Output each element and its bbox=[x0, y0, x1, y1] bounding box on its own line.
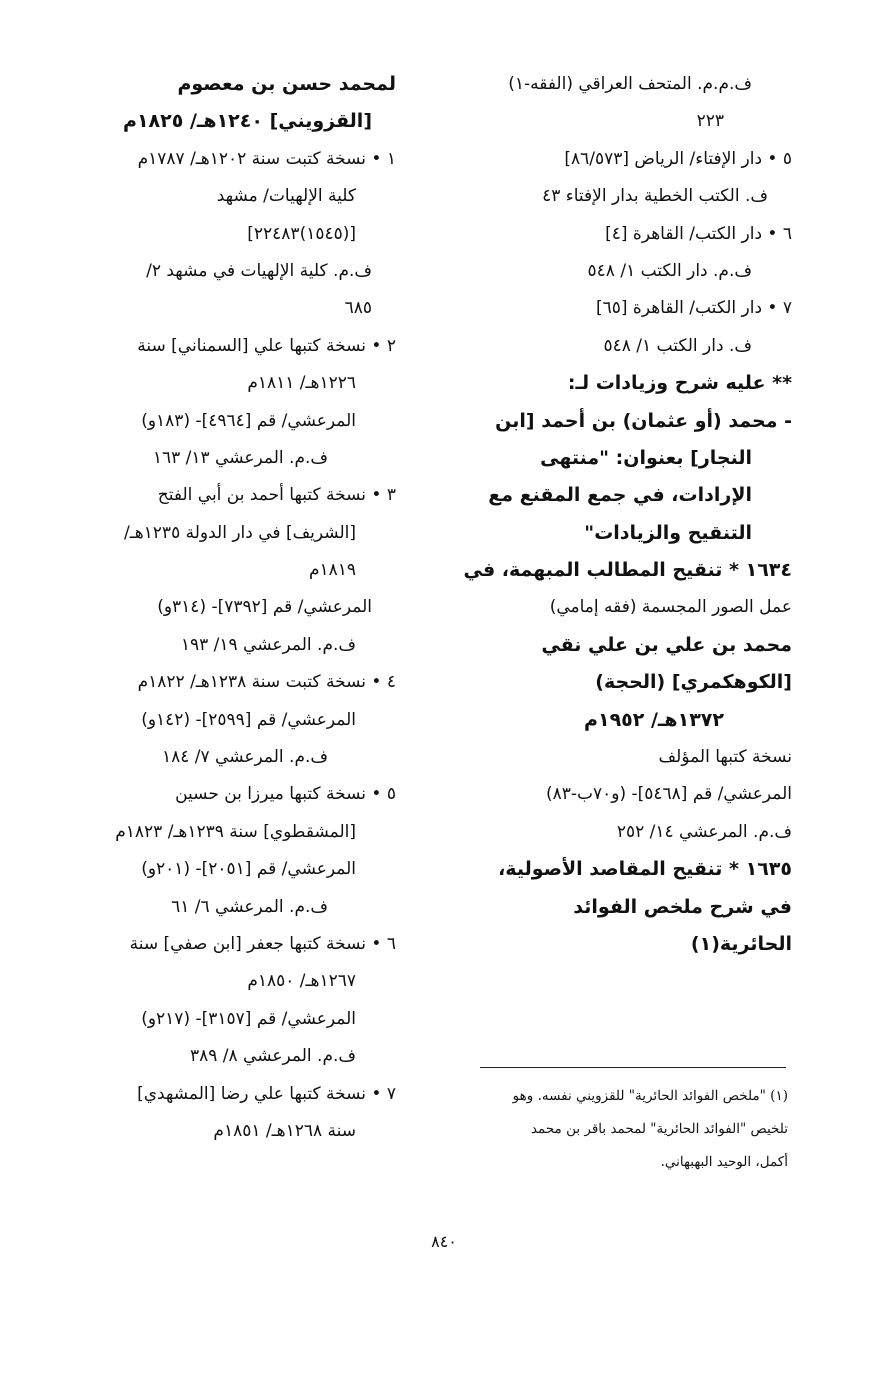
text-line: ٣ • نسخة كتبها أحمد بن أبي الفتح bbox=[157, 485, 396, 506]
text-line: ٦ • دار الكتب/ القاهرة [٤] bbox=[605, 223, 792, 244]
text-line: ٦ • نسخة كتبها جعفر [ابن صفي] سنة bbox=[129, 933, 396, 954]
text-line: محمد بن علي بن علي نقي bbox=[541, 633, 792, 656]
text-line: ٧ • دار الكتب/ القاهرة [٦٥] bbox=[595, 298, 792, 319]
page-number: ٨٤٠ bbox=[431, 1232, 457, 1251]
text-line: [المشقطوي] سنة ١٢٣٩هـ/ ١٨٢٣م bbox=[115, 821, 356, 842]
text-line: ١ • نسخة كتبت سنة ١٢٠٢هـ/ ١٧٨٧م bbox=[137, 148, 396, 169]
text-line: ٤ • نسخة كتبت سنة ١٢٣٨هـ/ ١٨٢٢م bbox=[137, 672, 396, 693]
text-line: [الشريف] في دار الدولة ١٢٣٥هـ/ bbox=[123, 522, 356, 543]
text-line: الإرادات، في جمع المقنع مع bbox=[488, 484, 752, 507]
text-line: ف.م. كلية الإلهيات في مشهد ٢/ bbox=[146, 260, 372, 281]
text-line: ف.م.م. المتحف العراقي (الفقه-١) bbox=[508, 74, 752, 94]
text-line: النجار] بعنوان: "منتهى bbox=[540, 446, 752, 469]
footnote-line: (١) "ملخص الفوائد الحائرية" للقزويني نفسه. وهو bbox=[512, 1088, 788, 1104]
footnote bbox=[438, 1080, 788, 1179]
text-line: ١٣٧٢هـ/ ١٩٥٢م bbox=[584, 708, 724, 731]
text-line: ١٢٦٧هـ/ ١٨٥٠م bbox=[247, 971, 356, 992]
text-line: نسخة كتبها المؤلف bbox=[658, 747, 792, 768]
text-line: المرعشي/ قم [٢٥٩٩]- (١٤٢و) bbox=[141, 709, 356, 730]
text-line: المرعشي/ قم [٣١٥٧]- (٢١٧و) bbox=[141, 1008, 356, 1029]
right-column bbox=[442, 66, 792, 963]
text-line: ف.م. دار الكتب ١/ ٥٤٨ bbox=[587, 260, 752, 281]
text-line: [الكوهكمري] (الحجة) bbox=[595, 671, 792, 694]
text-line: المرعشي/ قم [٢٠٥١]- (٢٠١و) bbox=[141, 859, 356, 880]
text-line: ٧ • نسخة كتبها علي رضا [المشهدي] bbox=[137, 1083, 396, 1104]
text-line: المرعشي/ قم [٤٩٦٤]- (١٨٣و) bbox=[141, 410, 356, 431]
text-line: [(١٥٤٥)٢٢٤٨٣] bbox=[247, 223, 356, 244]
footnote-line: أكمل، الوحيد البهبهاني. bbox=[660, 1154, 788, 1170]
footnote-divider bbox=[480, 1067, 786, 1068]
text-line: ف.م. المرعشي ١٩/ ١٩٣ bbox=[180, 634, 356, 655]
text-line: المرعشي/ قم [٧٣٩٢]- (٣١٤و) bbox=[157, 597, 372, 618]
text-line: ١٦٣٤ * تنقيح المطالب المبهمة، في bbox=[463, 559, 792, 582]
left-column bbox=[56, 66, 396, 1150]
text-line: ف. الكتب الخطية بدار الإفتاء ٤٣ bbox=[542, 186, 768, 207]
text-line: ٢٢٣ bbox=[696, 111, 724, 132]
text-line: في شرح ملخص الفوائد bbox=[573, 895, 792, 918]
text-line: التنقيح والزيادات" bbox=[584, 521, 752, 544]
text-line: ١٨١٩م bbox=[308, 560, 356, 581]
text-line: ١٦٣٥ * تنقيح المقاصد الأصولية، bbox=[498, 858, 792, 881]
text-line: ٥ • نسخة كتبها ميرزا بن حسين bbox=[175, 784, 396, 805]
text-line: سنة ١٢٦٨هـ/ ١٨٥١م bbox=[213, 1120, 356, 1141]
text-line: الحائرية(١) bbox=[690, 932, 792, 955]
text-line: [القزويني] ١٢٤٠هـ/ ١٨٢٥م bbox=[123, 110, 372, 133]
text-line: ف.م. المرعشي ١٤/ ٢٥٢ bbox=[616, 821, 792, 842]
text-line: ف.م. المرعشي ١٣/ ١٦٣ bbox=[152, 447, 328, 468]
text-line: ف.م. المرعشي ٦/ ٦١ bbox=[171, 896, 328, 917]
text-line: ** عليه شرح وزيادات لـ: bbox=[567, 372, 792, 395]
footnote-line: تلخيص "الفوائد الحائرية" لمحمد باقر بن محمد bbox=[530, 1121, 788, 1137]
text-line: ف.م. المرعشي ٧/ ١٨٤ bbox=[161, 747, 328, 768]
text-line: - محمد (أو عثمان) بن أحمد [ابن bbox=[495, 409, 792, 432]
text-line: كلية الإلهيات/ مشهد bbox=[216, 186, 356, 207]
text-line: المرعشي/ قم [٥٤٦٨]- (و٧٠ب-٨٣) bbox=[545, 784, 792, 805]
text-line: ف. دار الكتب ١/ ٥٤٨ bbox=[603, 335, 752, 356]
text-line: ٢ • نسخة كتبها علي [السمناني] سنة bbox=[137, 335, 396, 356]
text-line: ١٢٢٦هـ/ ١٨١١م bbox=[247, 373, 356, 394]
text-line: ٥ • دار الإفتاء/ الرياض [٨٦/٥٧٣] bbox=[564, 148, 792, 169]
text-line: لمحمد حسن بن معصوم bbox=[177, 73, 396, 95]
text-line: عمل الصور المجسمة (فقه إمامي) bbox=[549, 597, 792, 618]
text-line: ف.م. المرعشي ٨/ ٣٨٩ bbox=[189, 1046, 356, 1067]
text-line: ٦٨٥ bbox=[344, 298, 372, 319]
